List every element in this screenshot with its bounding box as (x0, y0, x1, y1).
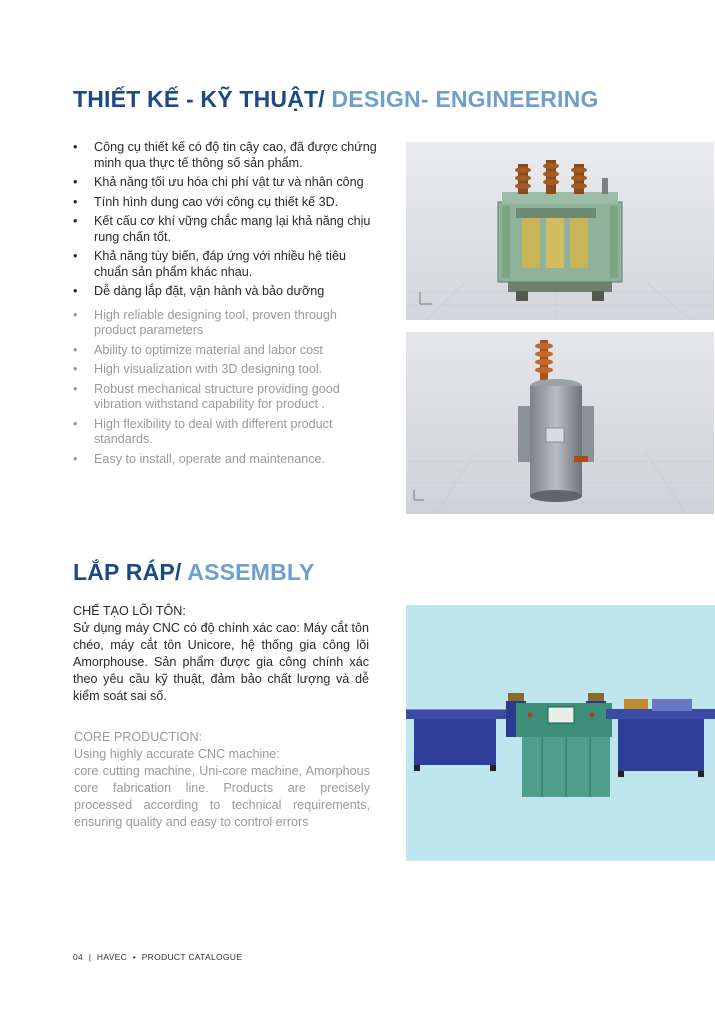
cnc-machine-image (406, 605, 715, 861)
list-item: • Tính hình dung cao với công cụ thiết kế 3D. (73, 195, 381, 211)
page-number: 04 (73, 952, 84, 962)
design-title-en: DESIGN- ENGINEERING (331, 86, 599, 112)
footer-separator: | (88, 952, 92, 962)
footer-dot: • (132, 952, 137, 962)
design-bullets (73, 140, 381, 471)
assembly-title-en: ASSEMBLY (187, 559, 315, 585)
assembly-en-body: core cutting machine, Uni-core machine, Amorphous core fabrication line. Products are precisely processed according to technical requirements, ensuring quality and easy to control errors (74, 764, 370, 829)
page-footer (73, 952, 242, 962)
list-item: • Dễ dàng lắp đặt, vận hành và bảo dưỡng (73, 284, 381, 300)
assembly-en-subheading: Using highly accurate CNC machine: (74, 747, 280, 761)
assembly-text-vi (73, 603, 369, 705)
list-item: • Công cụ thiết kế có độ tin cậy cao, đã được chứng minh qua thực tế thông số sản phẩm. (73, 140, 381, 171)
list-item: • High flexibility to deal with different product standards. (73, 417, 381, 448)
assembly-en-heading: CORE PRODUCTION: (74, 730, 203, 744)
design-section-title (73, 86, 599, 113)
list-item: • Ability to optimize material and labor cost (73, 343, 381, 359)
list-item: • Robust mechanical structure providing good vibration withstand capability for product . (73, 382, 381, 413)
list-item: • Kết cấu cơ khí vững chắc mang lại khả năng chịu rung chấn tốt. (73, 214, 381, 245)
design-title-vi: THIẾT KẾ - KỸ THUẬT/ (73, 86, 325, 112)
pole-transformer-render-graphic (406, 332, 714, 514)
transformer-render-image (406, 142, 714, 320)
design-bullet-list-vi (73, 140, 381, 300)
list-item: • Khả năng tùy biến, đáp ứng với nhiều hệ tiêu chuẩn sản phẩm khác nhau. (73, 249, 381, 280)
assembly-vi-heading: CHẾ TẠO LÕI TÔN: (73, 604, 186, 618)
design-bullet-list-en (73, 308, 381, 468)
footer-brand: HAVEC (96, 952, 128, 962)
assembly-vi-body: Sử dụng máy CNC có độ chính xác cao: Máy cắt tôn chéo, máy cắt tôn Unicore, hệ thống gia công lõi Amorphouse. Sản phẩm được gia công chính xác theo yêu cầu kỹ thuật, đảm bảo chất lượng và dễ kiểm soát sai số. (73, 621, 369, 703)
list-item: • High reliable designing tool, proven through product parameters (73, 308, 381, 339)
assembly-section-title (73, 559, 315, 586)
assembly-text-en (74, 729, 370, 831)
transformer-render-graphic (406, 142, 714, 320)
list-item: • Easy to install, operate and maintenance. (73, 452, 381, 468)
pole-transformer-render-image (406, 332, 714, 514)
assembly-title-vi: LẮP RÁP/ (73, 559, 182, 585)
footer-label: PRODUCT CATALOGUE (141, 952, 243, 962)
list-item: • High visualization with 3D designing tool. (73, 362, 381, 378)
cnc-machine-graphic (406, 605, 715, 861)
list-item: • Khả năng tối ưu hóa chi phí vật tư và nhân công (73, 175, 381, 191)
